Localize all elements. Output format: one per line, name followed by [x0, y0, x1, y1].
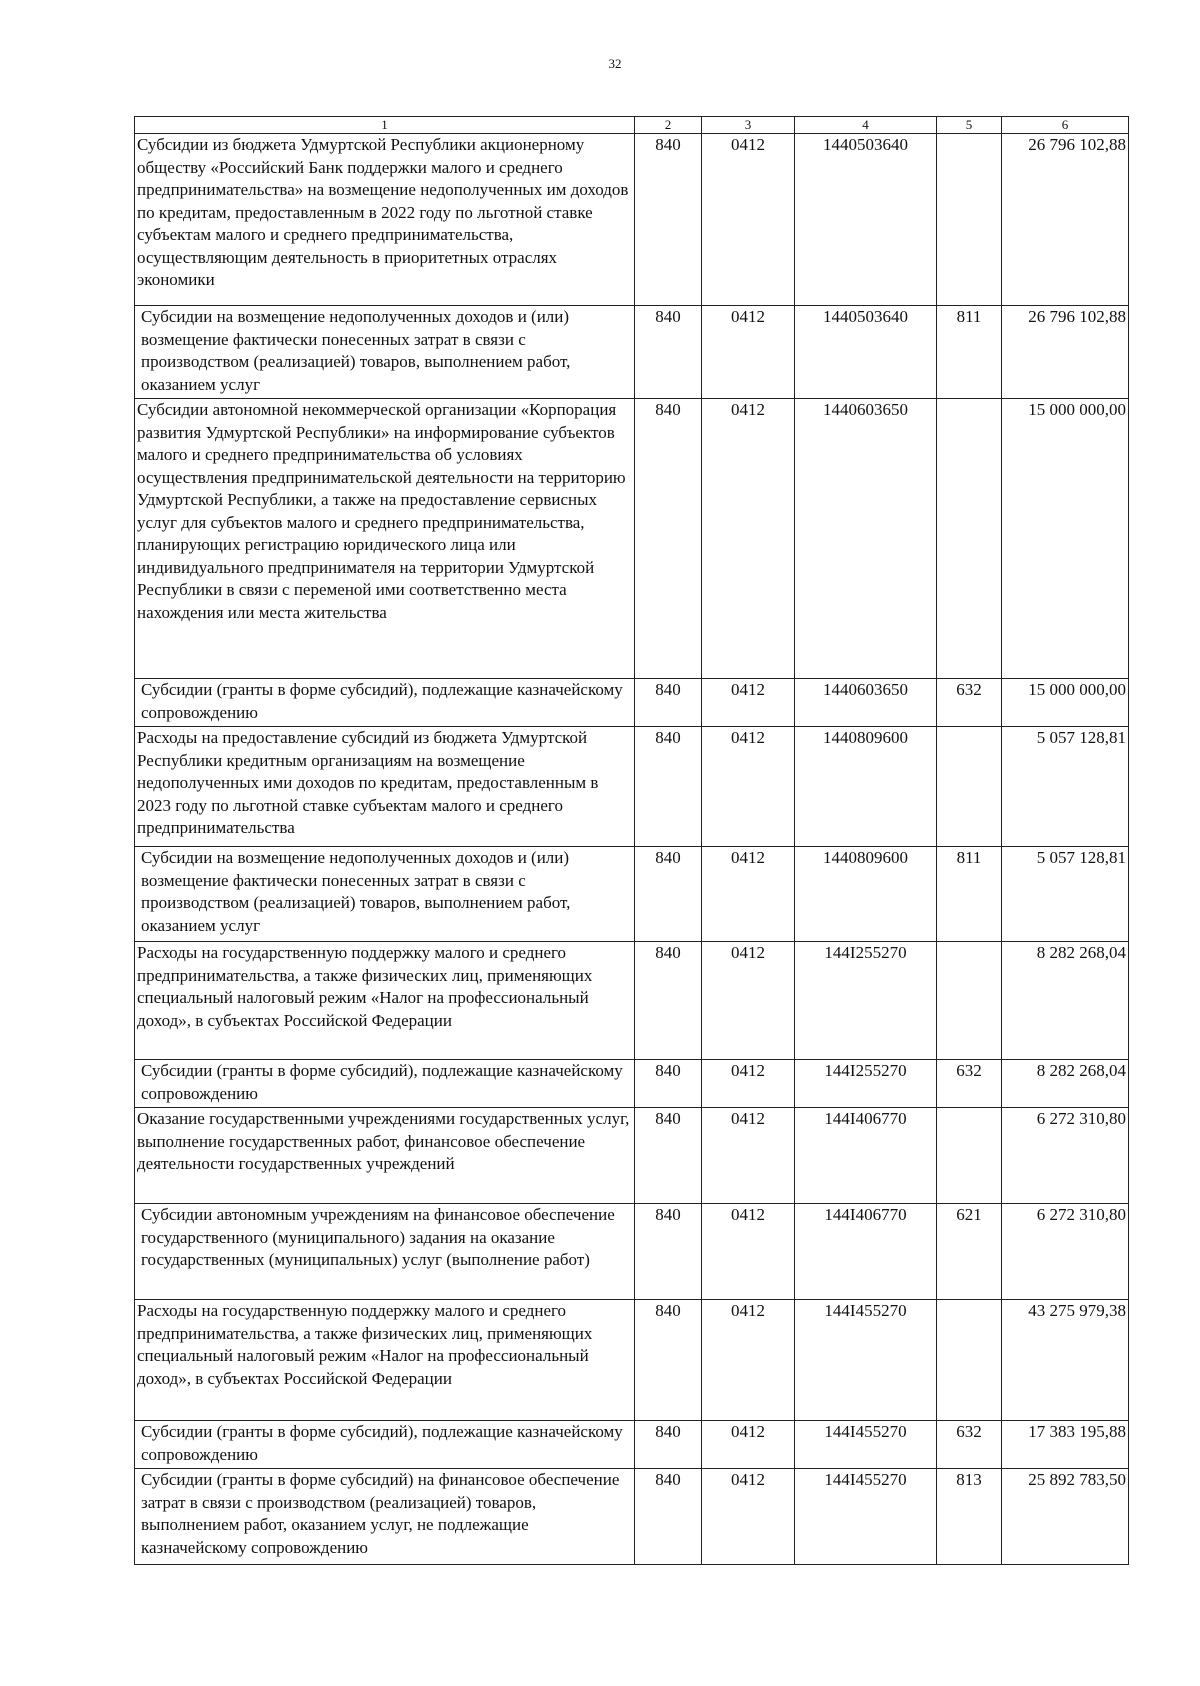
table-row: [135, 134, 1129, 306]
row-name: Расходы на государственную поддержку малого и среднего предпринимательства, а также физических лиц, применяющих специальный налоговый режим «Налог на профессиональный доход», в субъектах Российской Федерации: [135, 1300, 635, 1421]
header-col-5: 5: [937, 117, 1002, 134]
row-col-5: 811: [937, 847, 1002, 942]
row-col-2: 840: [635, 679, 702, 727]
row-col-2: 840: [635, 1060, 702, 1108]
row-col-3: 0412: [702, 1060, 795, 1108]
row-name: Оказание государственными учреждениями государственных услуг, выполнение государственных работ, финансовое обеспечение деятельности государственных учреждений: [135, 1108, 635, 1204]
row-col-3: 0412: [702, 134, 795, 306]
row-col-4: 144I406770: [795, 1108, 937, 1204]
header-col-4: 4: [795, 117, 937, 134]
row-col-6: 6 272 310,80: [1002, 1204, 1129, 1300]
row-col-4: 1440503640: [795, 306, 937, 399]
row-name: Субсидии (гранты в форме субсидий), подлежащие казначейскому сопровождению: [135, 1060, 635, 1108]
row-col-5: 632: [937, 1421, 1002, 1469]
row-name: Субсидии на возмещение недополученных доходов и (или) возмещение фактически понесенных затрат в связи с производством (реализацией) товаров, выполнением работ, оказанием услуг: [135, 306, 635, 399]
header-col-6: 6: [1002, 117, 1129, 134]
row-col-2: 840: [635, 134, 702, 306]
row-name: Расходы на предоставление субсидий из бюджета Удмуртской Республики кредитным организациям на возмещение недополученных ими доходов по кредитам, предоставленным в 2023 году по льготной ставке субъектам малого и среднего предпринимательства: [135, 727, 635, 847]
row-col-4: 1440603650: [795, 679, 937, 727]
row-col-3: 0412: [702, 1421, 795, 1469]
row-col-2: 840: [635, 1108, 702, 1204]
row-col-5: 811: [937, 306, 1002, 399]
table-row: [135, 1108, 1129, 1204]
row-col-5: [937, 727, 1002, 847]
table-row: [135, 942, 1129, 1060]
row-col-6: 43 275 979,38: [1002, 1300, 1129, 1421]
row-col-2: 840: [635, 306, 702, 399]
row-col-4: 144I255270: [795, 942, 937, 1060]
row-name: Субсидии на возмещение недополученных доходов и (или) возмещение фактически понесенных затрат в связи с производством (реализацией) товаров, выполнением работ, оказанием услуг: [135, 847, 635, 942]
table-row: [135, 306, 1129, 399]
row-col-3: 0412: [702, 942, 795, 1060]
row-name: Расходы на государственную поддержку малого и среднего предпринимательства, а также физических лиц, применяющих специальный налоговый режим «Налог на профессиональный доход», в субъектах Российской Федерации: [135, 942, 635, 1060]
row-col-3: 0412: [702, 1108, 795, 1204]
row-col-3: 0412: [702, 1469, 795, 1565]
table-row: [135, 727, 1129, 847]
row-name: Субсидии (гранты в форме субсидий) на финансовое обеспечение затрат в связи с производством (реализацией) товаров, выполнением работ, оказанием услуг, не подлежащие казначейскому сопровождению: [135, 1469, 635, 1565]
row-col-3: 0412: [702, 847, 795, 942]
row-col-5: [937, 134, 1002, 306]
row-col-6: 25 892 783,50: [1002, 1469, 1129, 1565]
table-row: [135, 679, 1129, 727]
row-name: Субсидии (гранты в форме субсидий), подлежащие казначейскому сопровождению: [135, 1421, 635, 1469]
row-col-2: 840: [635, 1469, 702, 1565]
table-row: [135, 1204, 1129, 1300]
row-name: Субсидии автономным учреждениям на финансовое обеспечение государственного (муниципального) задания на оказание государственных (муниципальных) услуг (выполнение работ): [135, 1204, 635, 1300]
row-col-2: 840: [635, 727, 702, 847]
table-row: [135, 1421, 1129, 1469]
row-col-6: 17 383 195,88: [1002, 1421, 1129, 1469]
row-col-5: 632: [937, 1060, 1002, 1108]
row-col-4: 1440603650: [795, 399, 937, 679]
row-name: Субсидии автономной некоммерческой организации «Корпорация развития Удмуртской Республики» на информирование субъектов малого и среднего предпринимательства об условиях осуществления предпринимательской деятельности на территорию Удмуртской Республики, а также на предоставление сервисных услуг для субъектов малого и среднего предпринимательства, планирующих регистрацию юридического лица или индивидуального предпринимателя на территории Удмуртской Республики в связи с переменой ими соответственно места нахождения или места жительства: [135, 399, 635, 679]
row-name: Субсидии из бюджета Удмуртской Республики акционерному обществу «Российский Банк поддержки малого и среднего предпринимательства» на возмещение недополученных им доходов по кредитам, предоставленным в 2022 году по льготной ставке субъектам малого и среднего предпринимательства, осуществляющим деятельность в приоритетных отраслях экономики: [135, 134, 635, 306]
row-col-3: 0412: [702, 306, 795, 399]
row-col-4: 144I455270: [795, 1300, 937, 1421]
header-row: [135, 117, 1129, 134]
row-col-3: 0412: [702, 727, 795, 847]
row-col-5: [937, 1300, 1002, 1421]
table-row: [135, 1300, 1129, 1421]
row-col-3: 0412: [702, 1300, 795, 1421]
table-row: [135, 1060, 1129, 1108]
budget-table: [134, 116, 1129, 1565]
row-col-2: 840: [635, 399, 702, 679]
table-row: [135, 1469, 1129, 1565]
row-col-6: 8 282 268,04: [1002, 1060, 1129, 1108]
table-row: [135, 399, 1129, 679]
row-name: Субсидии (гранты в форме субсидий), подлежащие казначейскому сопровождению: [135, 679, 635, 727]
row-col-6: 5 057 128,81: [1002, 847, 1129, 942]
header-col-2: 2: [635, 117, 702, 134]
row-col-2: 840: [635, 1204, 702, 1300]
row-col-5: 621: [937, 1204, 1002, 1300]
row-col-2: 840: [635, 1421, 702, 1469]
row-col-3: 0412: [702, 679, 795, 727]
header-col-3: 3: [702, 117, 795, 134]
row-col-4: 1440809600: [795, 727, 937, 847]
row-col-4: 144I406770: [795, 1204, 937, 1300]
row-col-6: 6 272 310,80: [1002, 1108, 1129, 1204]
row-col-6: 15 000 000,00: [1002, 399, 1129, 679]
row-col-4: 1440809600: [795, 847, 937, 942]
row-col-5: 813: [937, 1469, 1002, 1565]
row-col-4: 144I455270: [795, 1469, 937, 1565]
row-col-4: 144I255270: [795, 1060, 937, 1108]
page-number: 32: [608, 56, 622, 71]
row-col-3: 0412: [702, 399, 795, 679]
row-col-6: 15 000 000,00: [1002, 679, 1129, 727]
header-col-1: 1: [135, 117, 635, 134]
row-col-6: 8 282 268,04: [1002, 942, 1129, 1060]
row-col-2: 840: [635, 847, 702, 942]
row-col-3: 0412: [702, 1204, 795, 1300]
row-col-4: 1440503640: [795, 134, 937, 306]
row-col-6: 5 057 128,81: [1002, 727, 1129, 847]
table-row: [135, 847, 1129, 942]
row-col-4: 144I455270: [795, 1421, 937, 1469]
row-col-5: 632: [937, 679, 1002, 727]
row-col-6: 26 796 102,88: [1002, 134, 1129, 306]
row-col-6: 26 796 102,88: [1002, 306, 1129, 399]
row-col-2: 840: [635, 942, 702, 1060]
row-col-5: [937, 399, 1002, 679]
row-col-5: [937, 942, 1002, 1060]
row-col-2: 840: [635, 1300, 702, 1421]
row-col-5: [937, 1108, 1002, 1204]
